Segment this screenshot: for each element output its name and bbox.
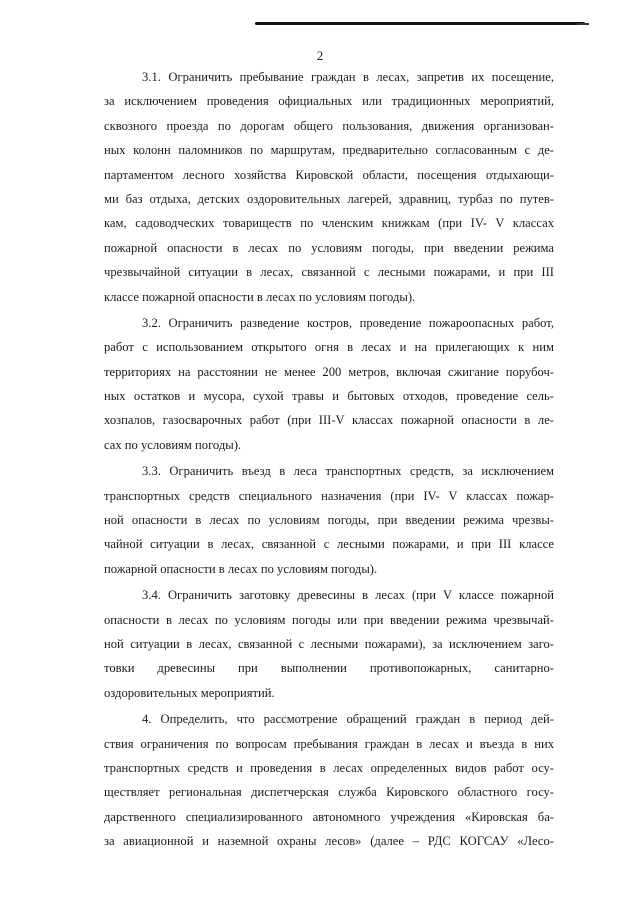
text-line: ми баз отдыха, детских оздоровительных лагерей, здравниц, турбаз по путев- — [104, 191, 554, 206]
scan-edge-line — [255, 22, 585, 25]
text-line: сах по условиям погоды). — [104, 437, 242, 452]
text-line: работ с использованием открытого огня в лесах и на прилегающих к ним — [104, 340, 554, 355]
paragraph-3-2 — [104, 311, 554, 457]
text-line: чайной ситуации в лесах, связанной с лесными пожарами, и при III классе — [104, 537, 554, 552]
text-line: за исключением проведения официальных или традиционных мероприятий, — [104, 94, 554, 109]
paragraph-3-1 — [104, 65, 554, 309]
text-line: товки древесины при выполнении противопожарных, санитарно- — [104, 661, 554, 676]
paragraph-4 — [104, 707, 554, 853]
text-line: пожарной опасности в лесах по условиям погоды). — [104, 561, 378, 576]
text-line: территориях на расстоянии не менее 200 метров, включая сжигание порубоч- — [104, 364, 554, 379]
text-line: 3.1. Ограничить пребывание граждан в лесах, запретив их посещение, — [142, 70, 554, 84]
text-line: 3.3. Ограничить въезд в леса транспортных средств, за исключением — [142, 464, 554, 479]
text-line: транспортных средств и проведения в лесах определенных видов работ осу- — [104, 760, 554, 775]
text-line: партаментом лесного хозяйства Кировской области, посещения отдыхающи- — [104, 167, 554, 182]
text-line: ствия ограничения по вопросам пребывания граждан в лесах и въезда в них — [104, 736, 554, 751]
document-body — [104, 65, 554, 854]
text-line: хозпалов, газосварочных работ (при III-V классах пожарной опасности в ле- — [104, 413, 554, 428]
text-line: транспортных средств специального назначения (при IV- V классах пожар- — [104, 488, 554, 503]
text-line: кам, садоводческих товариществ по членским книжкам (при IV- V классах — [104, 216, 554, 231]
text-line: оздоровительных мероприятий. — [104, 685, 275, 700]
text-line: чрезвычайной ситуации в лесах, связанной с лесными пожарами, и при III — [104, 265, 554, 280]
text-line: 3.4. Ограничить заготовку древесины в лесах (при V классе пожарной — [142, 588, 554, 603]
text-line: ных остатков и мусора, сухой травы и бытовых отходов, проведение сель- — [104, 389, 554, 404]
page-number: 2 — [316, 48, 324, 63]
text-line: 3.2. Ограничить разведение костров, проведение пожароопасных работ, — [142, 315, 554, 330]
text-line: 4. Определить, что рассмотрение обращений граждан в период дей- — [142, 712, 554, 727]
text-line: сквозного проезда по дорогам общего пользования, движения организован- — [104, 118, 554, 133]
text-line: ных колонн паломников по маршрутам, предварительно согласованным с де- — [104, 143, 554, 158]
text-line: ществляет региональная диспетчерская служба Кировского областного госу- — [104, 785, 554, 800]
text-line: классе пожарной опасности в лесах по условиям погоды). — [104, 289, 416, 304]
text-line: ной опасности в лесах по условиям погоды, при введении режима чрезвы- — [104, 513, 554, 528]
text-line: за авиационной и наземной охраны лесов» (далее – РДС КОГСАУ «Лесо- — [104, 834, 554, 849]
paragraph-3-3 — [104, 459, 554, 581]
text-line: ной ситуации в лесах, связанной с лесными пожарами), за исключением заго- — [104, 636, 554, 651]
paragraph-3-4 — [104, 583, 554, 705]
text-line: пожарной опасности в лесах по условиям погоды, при введении режима — [104, 240, 554, 255]
text-line: опасности в лесах по условиям погоды или при введении режима чрезвычай- — [104, 612, 554, 627]
text-line: дарственного специализированного автономного учреждения «Кировская ба- — [104, 809, 554, 824]
